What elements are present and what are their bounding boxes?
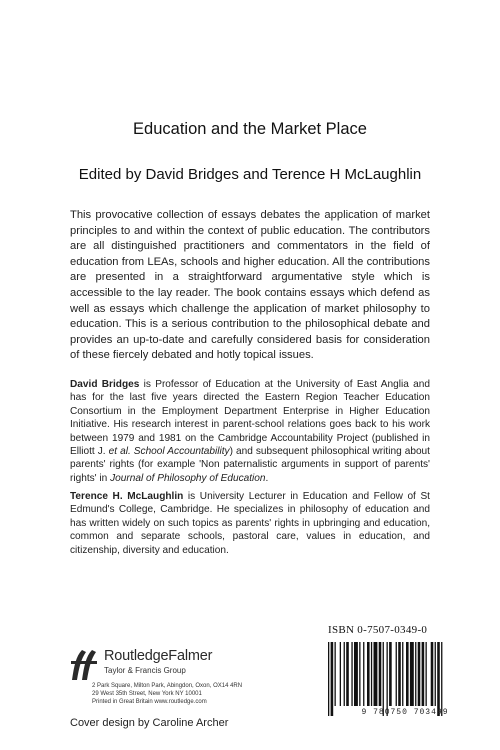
barcode-bar — [344, 642, 345, 706]
barcode-bar — [359, 642, 360, 706]
barcode-bar — [435, 642, 436, 706]
barcode-bar — [335, 642, 336, 706]
barcode-bar — [410, 642, 414, 706]
barcode-bar — [367, 642, 370, 706]
book-blurb: This provocative collection of essays debates the application of market principles to and within the context of public education. The contributors are all distinguished practitioners and commentators in the field of education from LEAs, schools and higher education. All the contributions are presented in a straightforward argumentative style which is accessible to the lay reader. The book contains essays which defend as well as essays which challenge the application of market philosophy to education. This is a serious contribution to the philosophical debate and provides an up-to-date and carefully considered basis for consideration of these fiercely debated and hotly topical issues. — [70, 209, 430, 362]
barcode-bar — [363, 642, 364, 706]
address-line: Printed in Great Britain www.routledge.com — [92, 699, 207, 705]
barcode-bar — [396, 642, 397, 706]
bio-citation: et al. School Accountability — [108, 446, 230, 458]
barcode-bar — [374, 642, 378, 706]
bio-name: Terence H. McLaughlin — [70, 491, 184, 502]
barcode-bar — [387, 642, 388, 716]
barcode-bar — [328, 642, 329, 716]
barcode-digits: 9 780750 703499 — [361, 708, 449, 717]
barcode-bar — [354, 642, 358, 706]
barcode-bar — [389, 642, 392, 706]
barcode-bar — [340, 642, 341, 706]
publisher-group: Taylor & Francis Group — [104, 666, 186, 675]
barcode-bar — [431, 642, 434, 706]
book-editors: Edited by David Bridges and Terence H McLaughlin — [78, 166, 422, 183]
bio-text: is University Lecturer in Education and Fellow of St Edmund's College, Cambridge. He specializes in philosophy of education and has written widely on such topics as parents' rights in upbringing and education, common and separate schools, pastoral care, values in education, and citizenship, diversity and education. — [70, 491, 430, 556]
barcode-bar — [437, 642, 440, 716]
barcode-bar — [383, 642, 384, 716]
bio-text: is Professor of Education at the University of East Anglia and has for the last five years directed the Eastern Region Teacher Education Consortium in the Employment Department Enterprise in Higher Education Initiative. His research interest in parent-school relations goes back to his work between 1979 and 1981 on the Cambridge Accountability Project (published in Elliott J. — [70, 379, 430, 458]
bio-terence-mclaughlin — [70, 490, 430, 557]
barcode-bar — [398, 642, 401, 706]
barcode-bar — [422, 642, 425, 706]
address-line: 29 West 35th Street, New York NY 10001 — [92, 691, 202, 697]
address-line: 2 Park Square, Milton Park, Abingdon, Oxon, OX14 4RN — [92, 683, 243, 689]
barcode-bar — [406, 642, 409, 706]
barcode-bar — [402, 642, 403, 706]
barcode-bar — [346, 642, 349, 706]
isbn: ISBN 0-7507-0349-0 — [328, 624, 428, 636]
barcode-bar — [379, 642, 382, 706]
publisher-name: RoutledgeFalmer — [104, 648, 213, 664]
cover-credit: Cover design by Caroline Archer — [70, 717, 229, 729]
barcode-bar — [415, 642, 416, 706]
bio-name: David Bridges — [70, 379, 140, 390]
barcode-bar — [418, 642, 421, 706]
bio-david-bridges — [70, 378, 430, 485]
bio-journal: Journal of Philosophy of Education — [110, 472, 266, 484]
publisher-address — [92, 682, 242, 706]
barcode-bar — [441, 642, 442, 716]
book-title: Education and the Market Place — [133, 120, 367, 138]
barcode-bar — [351, 642, 352, 706]
barcode-bar — [426, 642, 427, 706]
routledge-logo-icon — [68, 646, 104, 682]
bio-text: ) and subsequent philosophical writing about parents' rights (for example 'Non paternalistic arguments in support of parents' rights' in — [70, 446, 430, 484]
barcode-bar — [371, 642, 372, 706]
bio-text: . — [265, 472, 269, 484]
barcode-bar — [331, 642, 334, 716]
